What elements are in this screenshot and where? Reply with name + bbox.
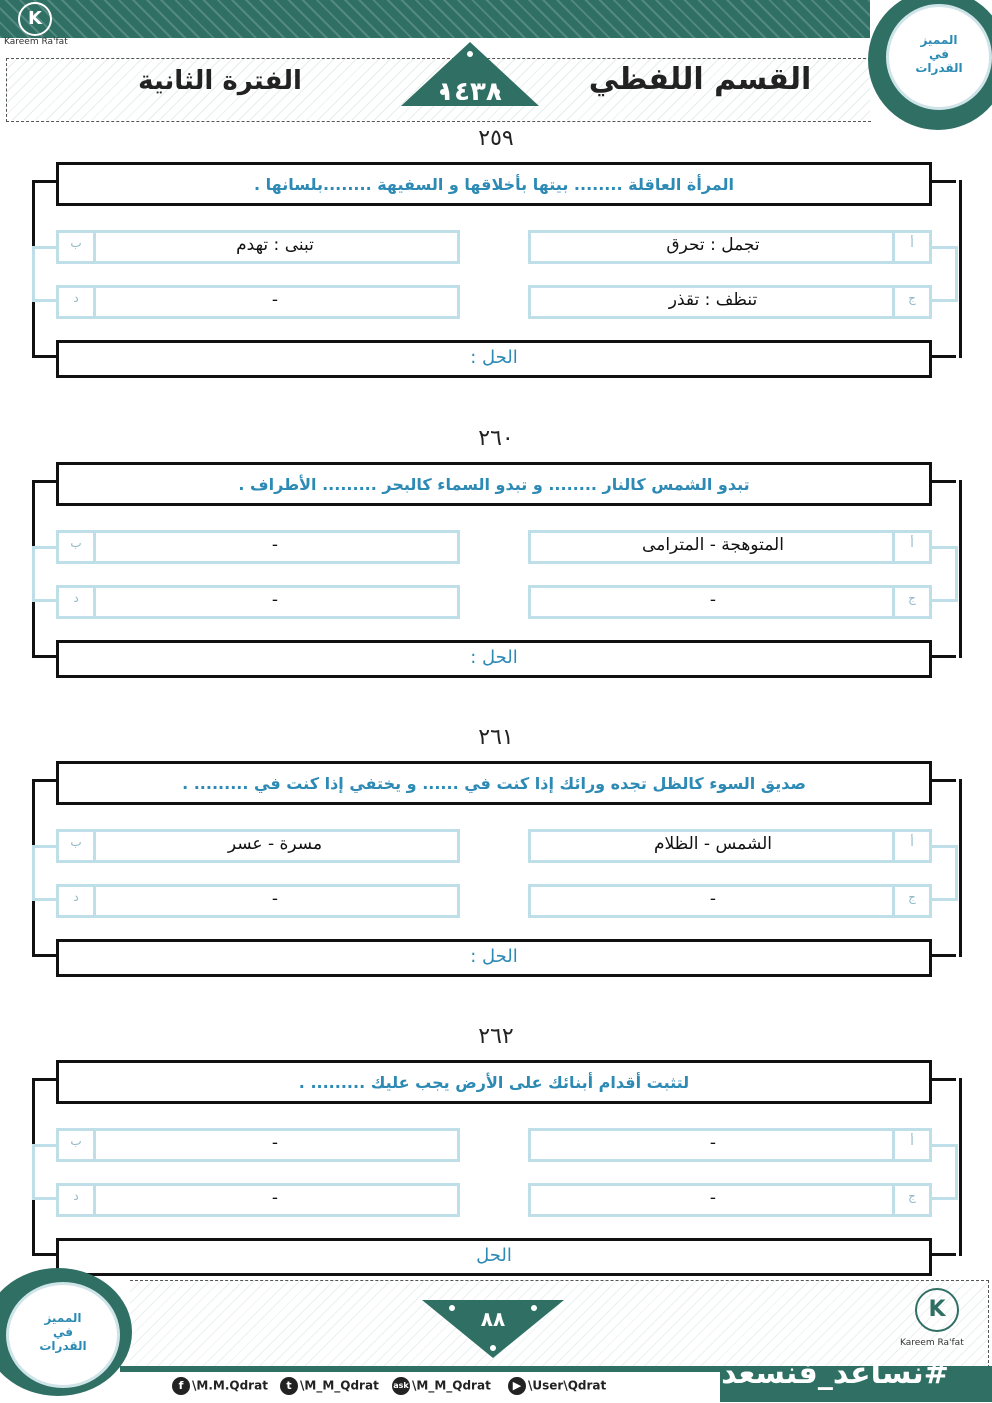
bracket-corner (32, 1078, 56, 1081)
option-letter: ب (59, 533, 96, 561)
bracket-corner (932, 1253, 956, 1256)
option-letter: د (59, 1186, 96, 1214)
options-bracket (32, 845, 58, 901)
question-text: المرأة العاقلة ........ بيتها بأخلاقها و السفيهة ........بلسانها . (253, 175, 735, 194)
facebook-icon: f (172, 1377, 190, 1395)
kareem-logo-icon: K (18, 2, 52, 36)
option-text: - (709, 1188, 717, 1208)
page-badge-dot (449, 1305, 455, 1311)
bracket-corner (32, 954, 56, 957)
option-text: - (271, 889, 279, 909)
option-a[interactable] (528, 230, 932, 264)
option-c[interactable] (528, 1183, 932, 1217)
option-d[interactable] (56, 884, 460, 918)
option-text: تجمل : تحرق (666, 235, 760, 255)
question-box (56, 1060, 932, 1104)
footer-logo-name: Kareem Ra'fat (900, 1338, 964, 1348)
bracket-corner (32, 355, 56, 358)
option-b[interactable] (56, 530, 460, 564)
year-badge (395, 40, 545, 112)
question-box (56, 462, 932, 506)
page-badge-dot (531, 1305, 537, 1311)
bracket-corner (32, 1253, 56, 1256)
option-letter: ب (59, 1131, 96, 1159)
bracket-corner (32, 180, 56, 183)
option-letter: أ (892, 1131, 929, 1159)
header-emblem-inner (886, 4, 992, 110)
option-d[interactable] (56, 1183, 460, 1217)
footer-emblem-line3: القدرات (39, 1339, 87, 1353)
social-handle: \User\Qdrat (528, 1378, 607, 1393)
twitter-icon: t (280, 1377, 298, 1395)
question-number: ٢٦٠ (478, 426, 514, 451)
solution-label: الحل : (470, 946, 518, 967)
social-link-2[interactable] (392, 1377, 491, 1395)
question-box (56, 162, 932, 206)
question-text: صديق السوء كالظل تجده ورائك إذا كنت في ...... و يختفي إذا كنت في ......... . (182, 774, 806, 793)
option-c[interactable] (528, 585, 932, 619)
option-letter: ج (892, 1186, 929, 1214)
option-text: - (271, 290, 279, 310)
option-letter: ب (59, 832, 96, 860)
emblem-line3: القدرات (915, 61, 963, 75)
page-number-badge (418, 1296, 568, 1362)
option-letter: ج (892, 288, 929, 316)
question-number: ٢٦٢ (478, 1024, 514, 1049)
question-number: ٢٦١ (478, 725, 514, 750)
options-bracket (932, 546, 958, 602)
option-letter: أ (892, 533, 929, 561)
social-handle: \M.M.Qdrat (192, 1378, 268, 1393)
options-bracket (32, 1144, 58, 1200)
options-bracket (932, 845, 958, 901)
option-text: - (271, 590, 279, 610)
option-text: تبنى : تهدم (236, 235, 314, 255)
year-text: ١٤٣٨ (438, 77, 502, 107)
option-text: - (271, 1133, 279, 1153)
bracket-corner (932, 779, 956, 782)
option-letter: ج (892, 887, 929, 915)
section-title: القسم اللفظي (588, 62, 812, 97)
solution-label: الحل (476, 1245, 512, 1266)
question-bracket (32, 180, 962, 358)
options-bracket (932, 1144, 958, 1200)
option-letter: أ (892, 233, 929, 261)
question-text: تبدو الشمس كالنار ........ و تبدو السماء كالبحر ......... الأطراف . (238, 475, 750, 494)
options-bracket (32, 546, 58, 602)
social-link-3[interactable] (508, 1377, 606, 1395)
option-text: - (271, 535, 279, 555)
option-d[interactable] (56, 285, 460, 319)
option-text: مسرة - عسر (227, 834, 323, 854)
youtube-icon: ▶ (508, 1377, 526, 1395)
option-a[interactable] (528, 1128, 932, 1162)
option-letter: ج (892, 588, 929, 616)
year-badge-dot (467, 51, 473, 57)
header-band-pattern (0, 0, 870, 38)
bracket-corner (932, 180, 956, 183)
footer-emblem-line2: في (53, 1325, 73, 1339)
option-b[interactable] (56, 829, 460, 863)
social-handle: \M_M_Qdrat (300, 1378, 379, 1393)
question-bracket (32, 480, 962, 658)
social-link-0[interactable] (172, 1377, 268, 1395)
option-d[interactable] (56, 585, 460, 619)
solution-box[interactable] (56, 640, 932, 678)
option-letter: د (59, 288, 96, 316)
option-letter: أ (892, 832, 929, 860)
bracket-corner (932, 655, 956, 658)
footer-hashtag: #نساعد_فنسعد (721, 1356, 949, 1391)
option-letter: د (59, 588, 96, 616)
solution-box[interactable] (56, 1238, 932, 1276)
options-bracket (32, 246, 58, 302)
bracket-corner (932, 355, 956, 358)
option-c[interactable] (528, 884, 932, 918)
question-text: لتثبت أقدام أبنائك على الأرض يجب عليك ......... . (298, 1073, 690, 1092)
option-text: - (271, 1188, 279, 1208)
option-text: - (709, 889, 717, 909)
solution-label: الحل : (470, 347, 518, 368)
option-text: تنظف : تقذر (668, 290, 758, 310)
bracket-corner (32, 779, 56, 782)
option-text: - (709, 590, 717, 610)
question-box (56, 761, 932, 805)
question-bracket (32, 1078, 962, 1256)
social-handle: \M_M_Qdrat (412, 1378, 491, 1393)
social-link-1[interactable] (280, 1377, 379, 1395)
option-text: المتوهجة - المترامى (642, 535, 784, 555)
options-bracket (932, 246, 958, 302)
option-letter: د (59, 887, 96, 915)
page-badge-dot (490, 1345, 496, 1351)
header-logo-name: Kareem Ra'fat (4, 37, 68, 47)
option-a[interactable] (528, 829, 932, 863)
option-b[interactable] (56, 230, 460, 264)
bracket-corner (932, 954, 956, 957)
period-title: الفترة الثانية (138, 66, 302, 96)
option-c[interactable] (528, 285, 932, 319)
option-letter: ب (59, 233, 96, 261)
bracket-corner (932, 1078, 956, 1081)
ask-icon: ask (392, 1377, 410, 1395)
emblem-line1: المميز (920, 33, 958, 47)
option-text: الشمس - الظلام (653, 834, 773, 854)
footer-emblem-line1: المميز (44, 1311, 82, 1325)
page-number: ٨٨ (480, 1307, 506, 1331)
question-bracket (32, 779, 962, 957)
bracket-corner (32, 480, 56, 483)
question-number: ٢٥٩ (478, 126, 514, 151)
solution-box[interactable] (56, 340, 932, 378)
emblem-line2: في (929, 47, 949, 61)
bracket-corner (932, 480, 956, 483)
bracket-corner (32, 655, 56, 658)
solution-box[interactable] (56, 939, 932, 977)
option-text: - (709, 1133, 717, 1153)
footer-emblem-inner (6, 1282, 120, 1388)
footer-kareem-logo-icon: K (915, 1288, 959, 1332)
solution-label: الحل : (470, 647, 518, 668)
option-a[interactable] (528, 530, 932, 564)
option-b[interactable] (56, 1128, 460, 1162)
